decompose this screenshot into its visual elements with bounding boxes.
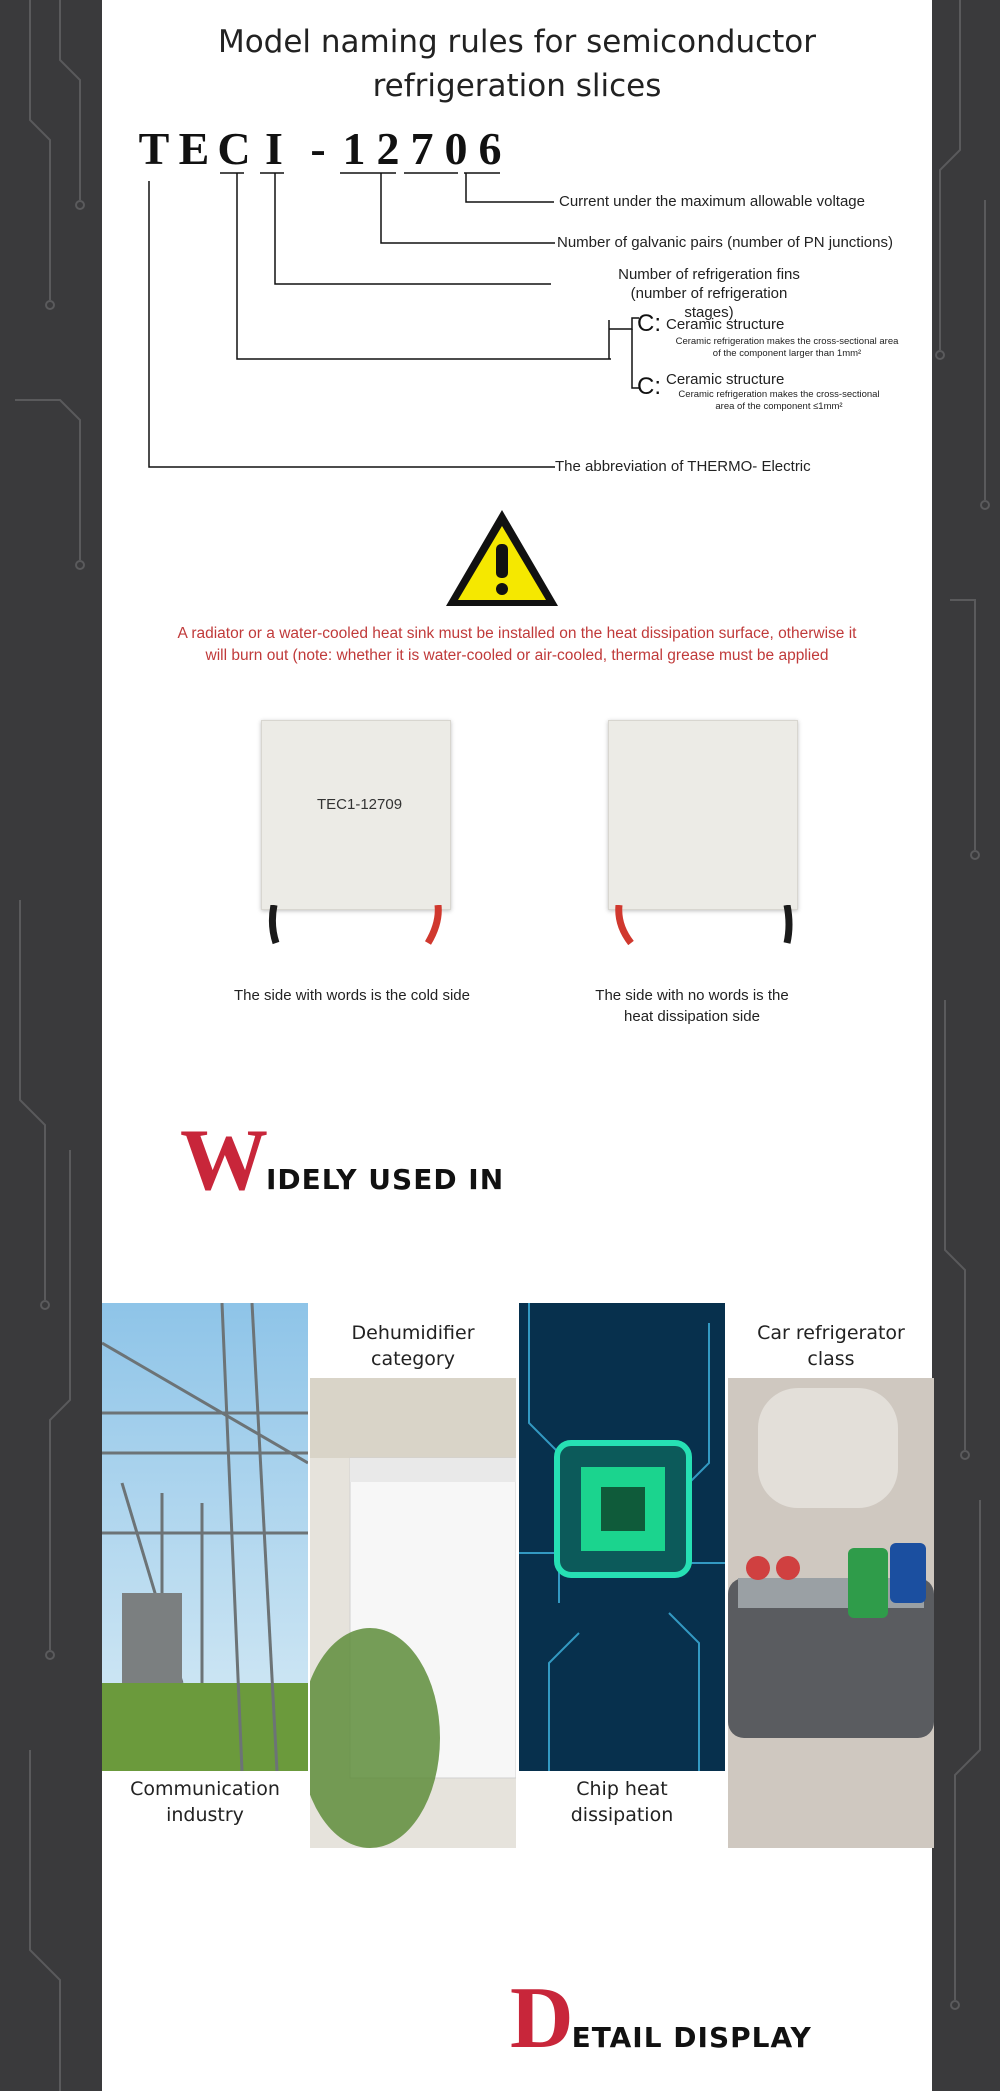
widely-rest: IDELY USED IN bbox=[266, 1163, 505, 1196]
c-glyph-2: C: bbox=[637, 373, 661, 400]
ceramic-1-note-line1: Ceramic refrigeration makes the cross-sectional area bbox=[675, 336, 899, 347]
widely-used-heading bbox=[180, 1110, 504, 1211]
app-image-communication bbox=[102, 1303, 308, 1771]
label-abbrev: The abbreviation of THERMO- Electric bbox=[555, 458, 811, 475]
content-panel bbox=[102, 0, 932, 2091]
app-3-line2: class bbox=[807, 1348, 855, 1370]
warning-line-2: will burn out (note: whether it is water-cooled or air-cooled, thermal grease must be applied bbox=[205, 647, 829, 664]
app-2-line2: dissipation bbox=[570, 1804, 674, 1826]
tec-module-cold-side bbox=[261, 720, 451, 910]
label-ceramic-1: Ceramic structure bbox=[666, 316, 785, 333]
model-digit-7: 7 bbox=[410, 123, 434, 174]
caption-hot-line1: The side with no words is the bbox=[595, 987, 789, 1004]
label-ceramic-2: Ceramic structure bbox=[666, 371, 785, 388]
warning-text bbox=[142, 623, 892, 667]
app-2-line1: Chip heat bbox=[576, 1778, 668, 1800]
model-letter-e: E bbox=[178, 123, 210, 174]
model-letter-i: I bbox=[265, 123, 283, 174]
ceramic-2-note-line2: area of the component ≤1mm² bbox=[715, 401, 843, 412]
label-fins-line1: Number of refrigeration fins bbox=[618, 266, 800, 283]
model-digit-0: 0 bbox=[444, 123, 468, 174]
app-image-chip bbox=[519, 1303, 725, 1771]
label-ceramic-1-note bbox=[668, 336, 906, 360]
title-line-2: refrigeration slices bbox=[372, 68, 662, 104]
caption-cold-side: The side with words is the cold side bbox=[234, 987, 470, 1004]
detail-display-heading bbox=[510, 1968, 812, 2069]
label-pairs: Number of galvanic pairs (number of PN junctions) bbox=[557, 234, 893, 251]
app-image-car-fridge bbox=[728, 1378, 934, 1848]
tec-print: TEC1-12709 bbox=[317, 796, 403, 813]
label-current: Current under the maximum allowable voltage bbox=[559, 193, 865, 210]
detail-rest: ETAIL DISPLAY bbox=[571, 2021, 812, 2054]
app-1-line1: Dehumidifier bbox=[351, 1322, 475, 1344]
model-dash: - bbox=[310, 123, 326, 174]
app-1-line2: category bbox=[371, 1348, 455, 1370]
caption-hot-line2: heat dissipation side bbox=[624, 1008, 760, 1025]
app-0-line2: industry bbox=[166, 1804, 244, 1826]
warning-triangle-icon bbox=[442, 506, 562, 610]
caption-hot-side bbox=[512, 985, 872, 1027]
widely-initial: W bbox=[180, 1112, 266, 1209]
app-3-line1: Car refrigerator bbox=[757, 1322, 905, 1344]
tec-wires-cold bbox=[262, 905, 462, 945]
title-line-1: Model naming rules for semiconductor bbox=[217, 24, 817, 60]
app-label-dehumidifier bbox=[310, 1320, 516, 1372]
detail-initial: D bbox=[510, 1970, 572, 2067]
warning-line-1: A radiator or a water-cooled heat sink must be installed on the heat dissipation surface, otherwise it bbox=[177, 625, 857, 642]
model-digit-1: 1 bbox=[342, 123, 366, 174]
model-digit-2: 2 bbox=[376, 123, 400, 174]
model-letter-c: C bbox=[217, 123, 251, 174]
app-0-line1: Communication bbox=[130, 1778, 280, 1800]
tec-module-hot-side bbox=[608, 720, 798, 910]
app-image-dehumidifier bbox=[310, 1378, 516, 1848]
c-glyph-1: C: bbox=[637, 310, 661, 337]
app-label-communication bbox=[102, 1776, 308, 1828]
ceramic-2-note-line1: Ceramic refrigeration makes the cross-sectional bbox=[678, 389, 880, 400]
label-ceramic-2-note bbox=[668, 389, 890, 413]
ceramic-1-note-line2: of the component larger than 1mm² bbox=[712, 348, 862, 359]
model-letter-t: T bbox=[138, 123, 170, 174]
tec-wires-hot bbox=[607, 905, 807, 945]
app-label-chip bbox=[519, 1776, 725, 1828]
label-fins-line2: (number of refrigeration stages) bbox=[630, 285, 788, 321]
model-digit-6: 6 bbox=[478, 123, 502, 174]
app-label-car-fridge bbox=[728, 1320, 934, 1372]
